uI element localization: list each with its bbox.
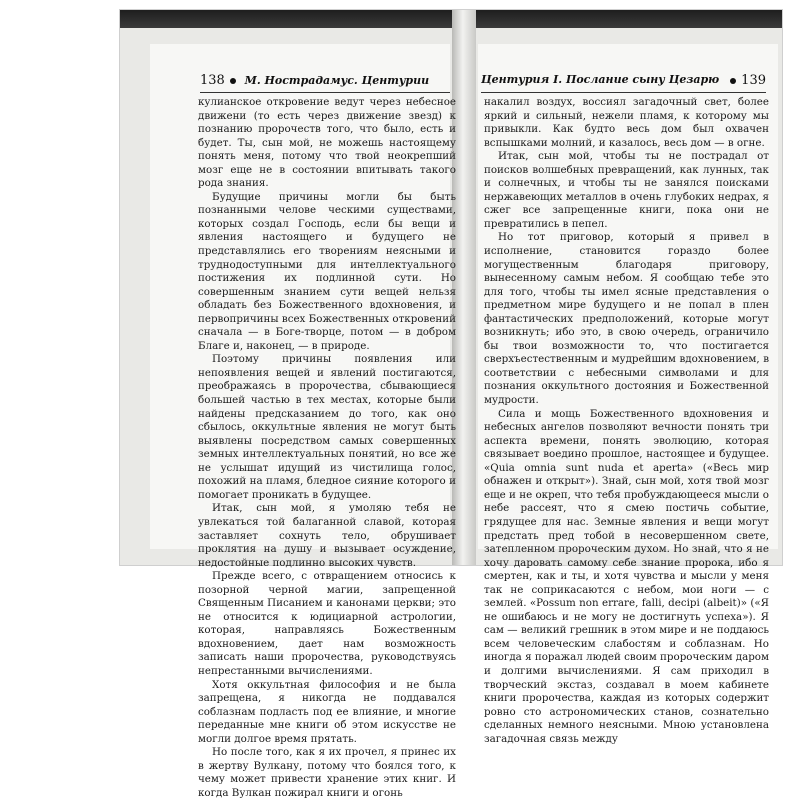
left-running-head: М. Нострадамус. Центурии [244, 74, 430, 87]
left-header-rule [200, 92, 450, 93]
paragraph: Хотя оккультная философия и не была запрещена, я никогда не поддавался соблазнам подласть под ее влияние, и многие переданные мне книги об этом искусстве не могли долгое время прятать. [198, 678, 456, 745]
paragraph: Итак, сын мой, чтобы ты не пострадал от поисков волшебных превращений, как лунных, так и солнечных, и чтобы ты не занялся поисками нержавеющих металлов в очень глубоких недрах, я сжег все запрещенные книги, пока они не превратились в пепел. [484, 150, 769, 230]
paragraph: Сила и мощь Божественного вдохновения и небесных ангелов позволяют вечности понять три аспекта времени, понять эволюцию, которая связывает воедино прошлое, настоящее и будущее. «Quia omnia sunt nuda et aperta» («Весь мир обнажен и открыт»). Знай, сын мой, хотя твой мозг еще и не окреп, что тебя пробуждающееся мысли о небе рассеят, что я смею постичь событие, грядущее для нас. Земные явления и вещи могут предстать пред тобой в несовершенном свете, затепленном пророческим духом. Но знай, что я не хочу даровать самому себе знание пророка, ибо я смертен, как и ты, и хотя чувства и мысли у меня так не соприкасаются с небом, мои ноги — с землей. «Possum non errare, falli, decipi (albeit)» («Я не ошибаюсь и не могу не достигнуть успеха»). Я сам — великий грешник в этом мире и не поддаюсь всем человеческим слабостям и соблазнам. Но иногда я поражал людей своим пророческим даром и долгими вычислениями. Я сам приходил в творческий экстаз, создавал в моем кабинете книги пророчества, каждая из которых содержит ровно сто астрономических станов, сознательно сделанных немного неясными. Мною установлена загадочная связь между [484, 407, 770, 745]
paragraph: Прежде всего, с отвращением относись к позорной черной магии, запрещенной Священным Писанием и канонами церкви; это не относится к юдициарной астрологии, которая, направляясь Божественным вдохновением, дает нам возможность записать наши пророчества, руководствуясь непрестанными вычислениями. [198, 570, 456, 677]
bullet-dot-icon [730, 78, 736, 84]
paragraph: Будущие причины могли бы быть познанными челове ческими существами, которых создал Господь, если бы вещи и явления настоящего и будущего не представлялись его творениям неясными и труднодоступными для интеллектуального постижения их подлинной сути. Но совершенным знанием сути вещей нельзя обладать без Божественного вдохновения, и первопричины всех Божественных откровений сначала — в Боге-творце, потом — в добром Благе и, наконец, — в природе. [198, 190, 456, 352]
paragraph: Поэтому причины появления или непоявления вещей и явлений постигаются, преображаясь в пророчества, сбывающиеся большей частью в тех местах, которые были найдены предсказанием до того, как оно сбылось, оккультные явления не могут быть выявлены посредством самых совершенных земных интеллектуальных понятий, но все же не услышат идущий из чистилища голос, похожий на пламя, бледное сияние которого и помогает проникать в будущее. [198, 353, 456, 501]
paragraph: кулианское откровение ведут через небесное движени (то есть через движение звезд) к познанию пророчеств того, что было, есть и будет. Ты, сын мой, не можешь настоящему понять меня, потому что твой неокрепший мозг еще не в состоянии впитывать такого рода знания. [198, 96, 456, 190]
right-running-head: Центурия I. Послание сыну Цезарю [481, 73, 720, 86]
left-page-header [200, 73, 450, 91]
right-page-header [481, 73, 766, 91]
bullet-dot-icon [230, 78, 236, 84]
paragraph: Итак, сын мой, я умоляю тебя не увлекаться той балаганной славой, которая заставляет сохнуть тело, обрушивает проклятия на душу и вызывает осуждение, недостойные подлинно высоких чувств. [198, 502, 456, 569]
paragraph: Но тот приговор, который я привел в исполнение, становится гораздо более могущественным благодаря приговору, вынесенному самым небом. Я сообщаю тебе это для того, чтобы ты имел ясные представления о предметном мире будущего и не попал в плен фантастических предположений, которые могут возникнуть; ибо это, в свою очередь, ограничило бы твои возможности то, что постигается сверхъестественным и мудрейшим вдохновением, в соответствии с небесными символами и для познания оккультного достояния и Божественной мудрости. [484, 231, 769, 407]
paragraph: накалил воздух, воссиял загадочный свет, более яркий и сильный, нежели пламя, к которому мы привыкли. Как будто весь дом был охвачен вспышками молний, и казалось, весь дом — в огне. [484, 96, 769, 149]
left-page-text [198, 96, 456, 800]
right-header-rule [481, 92, 766, 93]
right-page-text [484, 96, 769, 746]
left-page-number: 138 [200, 73, 225, 88]
paragraph: Но после того, как я их прочел, я принес их в жертву Вулкану, потому что боялся того, к чему может привести хранение этих книг. И когда Вулкан пожирал книги и огонь [198, 746, 456, 799]
book-cover-edge [120, 10, 782, 28]
right-page-number: 139 [741, 73, 766, 88]
